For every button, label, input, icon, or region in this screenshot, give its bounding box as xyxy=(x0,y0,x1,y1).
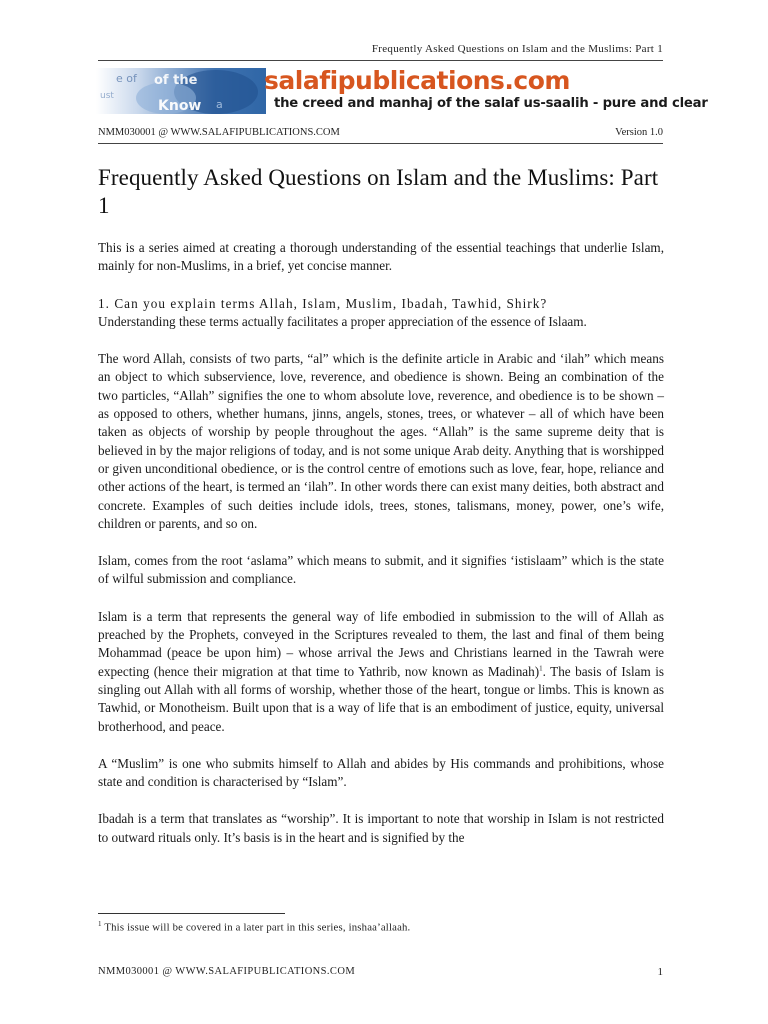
question-answer: Understanding these terms actually facilitates a proper appreciation of the essence of Islaam. xyxy=(98,313,587,329)
svg-text:ust: ust xyxy=(100,91,114,101)
meta-rule xyxy=(98,143,663,144)
page-number: 1 xyxy=(657,966,663,978)
banner-graphic xyxy=(96,68,266,114)
footnote-marker: 1 xyxy=(98,920,102,928)
document-id: NMM030001 @ WWW.SALAFIPUBLICATIONS.COM xyxy=(98,127,340,138)
svg-text:of the: of the xyxy=(154,73,198,88)
footer-document-id: NMM030001 @ WWW.SALAFIPUBLICATIONS.COM xyxy=(98,966,356,977)
svg-text:a: a xyxy=(216,98,223,111)
footnote-text: This issue will be covered in a later part in this series, inshaa’allaah. xyxy=(104,921,411,934)
paragraph-islam-definition xyxy=(98,608,664,736)
footnote-rule xyxy=(98,913,285,914)
svg-text:e of: e of xyxy=(116,72,137,85)
header-rule xyxy=(98,60,663,61)
site-banner xyxy=(96,66,708,116)
svg-text:Know: Know xyxy=(158,98,202,114)
paragraph-islam-root: Islam, comes from the root ‘aslama” which means to submit, and it signifies ‘istislaam” which is the state of wilful submission and compliance. xyxy=(98,553,664,587)
brand-tagline: the creed and manhaj of the salaf us-saalih - pure and clear xyxy=(274,96,708,111)
islam-definition-part-b: . The basis of Islam is singling out Allah with all forms of worship, whether those of the heart, tongue or limbs. This is known as Tawhid, or Monotheism. Built upon that is a way of life that is an embodiment of justice, equity, universal brotherhood, and peace. xyxy=(98,663,664,734)
paragraph-muslim: A “Muslim” is one who submits himself to Allah and abides by His commands and prohibitions, whose state and condition is characterised by “Islam”. xyxy=(98,755,664,790)
paragraph-allah: The word Allah, consists of two parts, “al” which is the definite article in Arabic and ‘ilah” which means an object to which subservience, love, reverence, and obedience is shown. Being an combination of the two particles, “Allah” signifies the one to whom absolute love, reverence, and obedience is to be shown – as opposed to others, whether humans, jinns, angels, stones, trees, or whatever – all of which have been taken as objects of worship by people throughout the ages. “Allah” is the same supreme deity that is believed in by the major religions of today, and is not some unique Arab deity. Anything that is worshipped or given unconditional obedience, or is the control centre of emotions such as love, fear, hope, reliance and other actions of the heart, is termed an ‘ilah”. In other words there can exist many deities, both abstract and concrete. Examples of such deities include idols, trees, stones, talismans, money, power, one’s wife, children or parents, and so on. xyxy=(98,351,664,531)
question-heading: 1. Can you explain terms Allah, Islam, Muslim, Ibadah, Tawhid, Shirk? xyxy=(98,295,548,311)
document-body xyxy=(98,164,664,847)
islam-definition-part-a: Islam is a term that represents the general way of life embodied in submission to the will of Allah as preached by the Prophets, conveyed in the Scriptures revealed to them, the last and final of them being Mohammad (peace be upon him) – whose arrival the Jews and Christians learned in the Tawrah were expecting (hence their migration at that time to Yathrib, now known as Madinah) xyxy=(98,608,664,679)
footnote-reference[interactable]: 1 xyxy=(539,664,543,673)
footnote xyxy=(98,920,410,934)
question-block xyxy=(98,295,664,332)
paragraph-ibadah: Ibadah is a term that translates as “worship”. It is important to note that worship in Islam is not restricted to outward rituals only. It’s basis is in the heart and is signified by the xyxy=(98,811,664,845)
brand-name: salafipublications.com xyxy=(264,66,570,95)
running-header-title: Frequently Asked Questions on Islam and the Muslims: Part 1 xyxy=(371,43,663,55)
document-title: Frequently Asked Questions on Islam and the Muslims: Part 1 xyxy=(98,165,659,218)
document-version: Version 1.0 xyxy=(615,127,663,138)
intro-paragraph: This is a series aimed at creating a thorough understanding of the essential teachings that underlie Islam, mainly for non-Muslims, in a brief, yet concise manner. xyxy=(98,240,664,274)
